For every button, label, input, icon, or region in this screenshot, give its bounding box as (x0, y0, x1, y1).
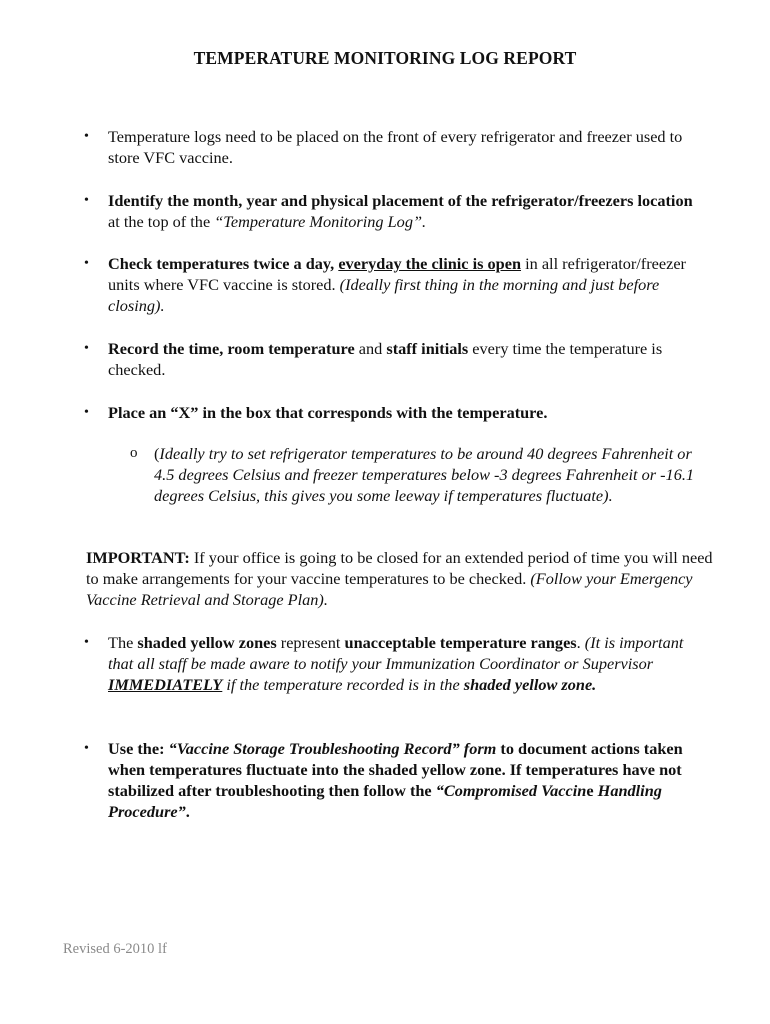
bullet-3-bold-underline: everyday the clinic is open (338, 254, 522, 273)
bullet-7-bold-italic-1: “Vaccine Storage Troubleshooting Record” form (168, 739, 497, 758)
bullet-6-bold-2: unacceptable temperature ranges (344, 633, 577, 652)
bullet-2-italic: “Temperature Monitoring Log”. (214, 212, 427, 231)
bullet-3-plain: in all refrigerator/freezer units where VFC vaccine is stored. (108, 254, 686, 294)
page-title: TEMPERATURE MONITORING LOG REPORT (193, 48, 577, 68)
bullet-1-text: Temperature logs need to be placed on the front of every refrigerator and freezer used to store VFC vaccine. (108, 127, 683, 167)
bullet-6-bold-italic: shaded yellow zone. (463, 675, 597, 694)
important-plain: If your office is going to be closed for an extended period of time you will need to make arrangements for your vaccine temperatures to be checked. (86, 548, 713, 588)
bullet-marker: • (84, 405, 89, 420)
bullet-3-italic: (Ideally first thing in the morning and just before closing). (108, 275, 660, 315)
bullet-marker: • (84, 341, 89, 356)
bullet-7-bold-1: Use the: (108, 739, 169, 758)
sub-bullet-italic: Ideally try to set refrigerator temperatures to be around 40 degrees Fahrenheit or 4.5 degrees Celsius and freezer temperatures below -3 degrees Fahrenheit or -16.1 degrees Celsius, this gives you some leeway if temperatures fluctuate). (154, 444, 695, 505)
bullet-7-bold-4: . (185, 802, 190, 821)
bullet-item-record-time (108, 338, 708, 380)
bullet-7-bold-italic-3: Handling Procedure” (108, 781, 662, 821)
bullet-marker: • (84, 129, 89, 144)
bullet-marker: • (84, 193, 89, 208)
bullet-item-logs-placement (108, 126, 708, 168)
sub-bullet-marker: o (130, 445, 138, 461)
bullet-item-check-temperatures (108, 253, 708, 316)
sub-bullet-item-ideal-temps (154, 443, 714, 506)
bullet-marker: • (84, 741, 89, 756)
important-notice (86, 547, 716, 610)
bullet-4-bold-1: Record the time, room temperature (108, 339, 355, 358)
bullet-2-bold: Identify the month, year and physical placement of the refrigerator/freezers location (108, 191, 693, 210)
bullet-item-shaded-zones (108, 632, 708, 695)
bullet-6-plain-1: The (108, 633, 138, 652)
bullet-2-plain: at the top of the (108, 212, 215, 231)
bullet-6-bold-underline: IMMEDIATELY (108, 675, 223, 694)
bullet-7-bold-2: to document actions taken when temperatures fluctuate into the shaded yellow zone. If temperatures have not stabilized after troubleshooting then follow the (108, 739, 683, 800)
bullet-item-troubleshooting (108, 738, 708, 822)
bullet-3-bold: Check temperatures twice a day, (108, 254, 339, 273)
bullet-6-bold-1: shaded yellow zones (137, 633, 277, 652)
bullet-4-bold-2: staff initials (386, 339, 469, 358)
bullet-4-plain-2: every time the temperature is checked. (108, 339, 663, 379)
bullet-6-plain-3: . (576, 633, 585, 652)
bullet-6-italic-1: (It is important that all staff be made aware to notify your Immunization Coordinator or Supervisor (108, 633, 684, 673)
bullet-item-identify-placement (108, 190, 708, 232)
important-label: IMPORTANT: (86, 548, 190, 567)
bullet-item-place-x (108, 402, 708, 423)
bullet-6-italic-2: if the temperature recorded is in the (222, 675, 464, 694)
bullet-5-bold: Place an “X” in the box that corresponds with the temperature. (108, 403, 548, 422)
sub-bullet-plain: ( (154, 444, 160, 463)
important-italic: (Follow your Emergency Vaccine Retrieval and Storage Plan). (86, 569, 693, 609)
bullet-7-bold-italic-2: “Compromised Vaccin (435, 781, 587, 800)
bullet-6-plain-2: represent (276, 633, 345, 652)
bullet-marker: • (84, 256, 89, 271)
revision-footer: Revised 6-2010 lf (63, 941, 167, 957)
bullet-4-plain-1: and (354, 339, 387, 358)
bullet-7-bold-3: e (586, 781, 594, 800)
bullet-marker: • (84, 635, 89, 650)
